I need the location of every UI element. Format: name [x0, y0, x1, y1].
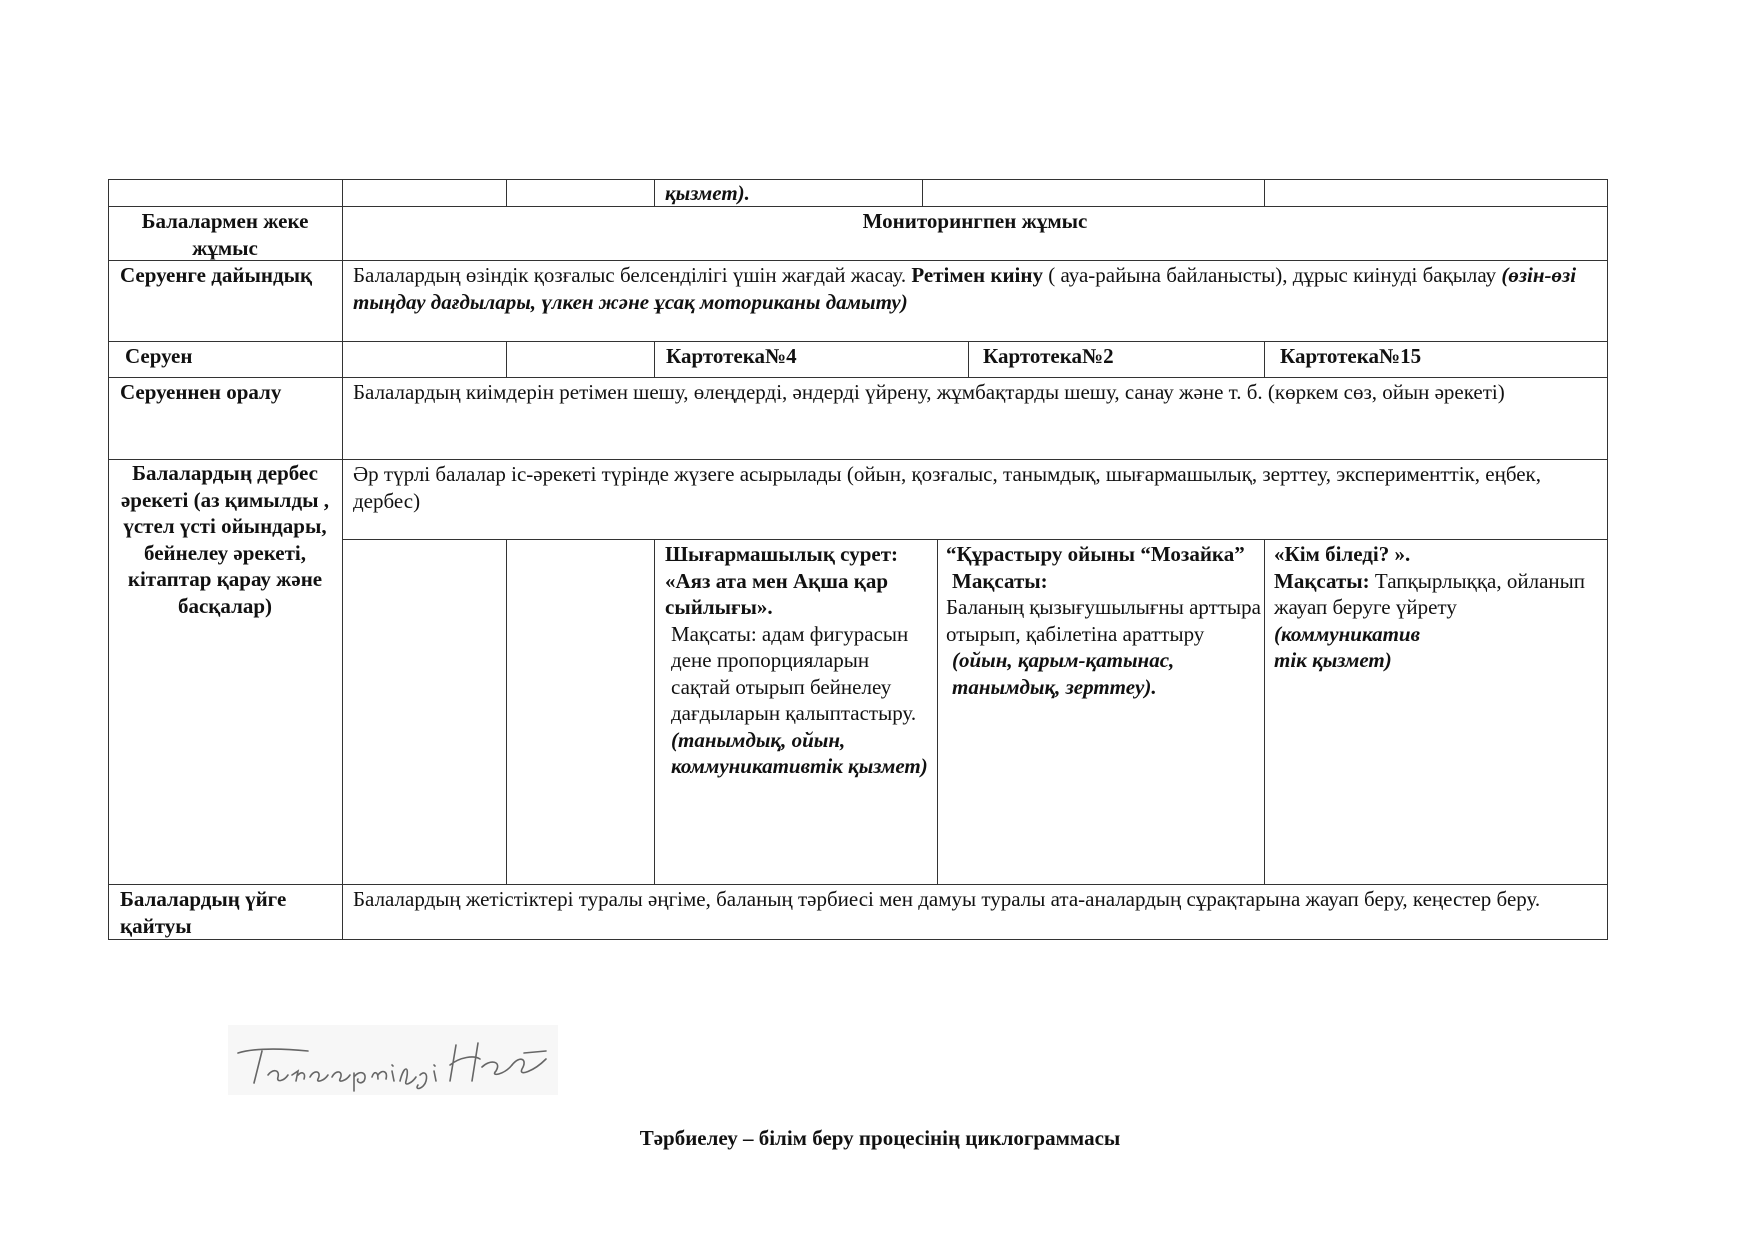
signature-image [228, 1025, 558, 1095]
who-knows-goal-text: Тапқырлыққа, ойланып жауап беруге үйрету [1274, 568, 1585, 619]
who-knows-activity-types: (коммуникатив тік қызмет) [1274, 621, 1420, 672]
document-title: Тәрбиелеу – білім беру процесінің циклограммасы [639, 1126, 1121, 1150]
drawing-goal: Мақсаты: адам фигурасын дене пропорцияларын сақтай отырып бейнелеу дағдыларын қалыптастыру. [671, 621, 917, 725]
going-home-text: Балалардың жетістіктері туралы әңгіме, баланың тәрбиесі мен дамуы туралы ата-аналардың сұрақтарына жауап беру, кеңестер беру. [353, 887, 1541, 911]
return-from-walk-text: Балалардың киімдерін ретімен шешу, өлеңдерді, әндерді үйрену, жұмбақтарды шешу, санау және т. б. (көркем сөз, ойын әрекеті) [353, 380, 1505, 404]
table-border [108, 377, 1608, 378]
prep-text-1: Балалардың өзіндік қозғалыс белсенділігі үшін жағдай жасау. [353, 263, 907, 287]
table-border [108, 884, 1608, 885]
walk-card-2: Картотека№2 [983, 344, 1114, 368]
mosaic-title: “Құрастыру ойыны “Мозайка” [946, 542, 1245, 566]
row-label-going-home: Балалардың үйге қайтуы [120, 887, 287, 938]
table-border [1607, 179, 1608, 940]
table-border [1264, 539, 1265, 884]
table-border [108, 179, 109, 940]
row-label-independent-activity: Балалардың дербес әрекеті (аз қимылды , үстел үсті ойындары, бейнелеу әрекеті, кітаптар қарау және басқалар) [120, 461, 329, 618]
table-border [506, 539, 507, 884]
table-border [922, 179, 923, 206]
monitoring-work: Мониторингпен жұмыс [862, 209, 1088, 233]
table-border [108, 341, 1608, 342]
who-knows-title: «Кім біледі? ». [1274, 542, 1411, 566]
walk-card-4: Картотека№4 [666, 344, 797, 368]
mosaic-goal: Баланың қызығушылығны арттыра отырып, қабілетіна араттыру [946, 595, 1261, 646]
prep-bold-dressing: Ретімен киіну [911, 263, 1043, 287]
drawing-title: Шығармашылық сурет: «Аяз ата мен Ақша қар сыйлығы». [665, 542, 899, 619]
table-border [654, 179, 655, 206]
walk-preparation-text [353, 262, 1603, 315]
independent-activity-text: Әр түрлі балалар іс-әрекеті түрінде жүзеге асырылады (ойын, қозғалыс, танымдық, шығармашылық, зерттеу, эксперименттік, еңбек, дербес) [353, 462, 1542, 513]
row-label-walk-preparation: Серуенге дайындық [120, 263, 313, 287]
who-knows-goal-label: Мақсаты: [1274, 568, 1370, 593]
table-border [506, 341, 507, 377]
drawing-activity-types: (танымдық, ойын, коммуникативтік қызмет) [671, 727, 928, 778]
row0-cell-text: қызмет). [665, 181, 750, 205]
table-border [654, 341, 655, 377]
activity-drawing [665, 541, 933, 780]
table-border [968, 341, 969, 377]
table-border [1264, 341, 1265, 377]
table-border [342, 539, 1608, 540]
prep-text-2: ( ауа-райына байланысты), дұрыс киінуді бақылау [1048, 263, 1497, 287]
prep-skills: (өзін-өзі тыңдау дағдылары, үлкен және ұсақ моториканы дамыту) [353, 263, 1577, 314]
row-label-return-from-walk: Серуеннен оралу [120, 380, 282, 404]
handwritten-signature [228, 1025, 558, 1095]
who-knows-goal [1274, 568, 1604, 621]
activity-mosaic [946, 541, 1261, 700]
table-border [1264, 179, 1265, 206]
activity-who-knows [1274, 541, 1604, 674]
table-border [342, 179, 343, 940]
table-border [937, 539, 938, 884]
table-border [506, 179, 507, 206]
table-border [654, 539, 655, 884]
row-label-individual-work: Балалармен жеке жұмыс [141, 209, 309, 260]
walk-card-15: Картотека№15 [1280, 344, 1422, 368]
mosaic-activity-types: (ойын, қарым-қатынас, танымдық, зерттеу). [952, 648, 1175, 699]
mosaic-goal-label: Мақсаты: [952, 568, 1048, 593]
table-border [108, 939, 1608, 940]
row-label-walk: Серуен [125, 344, 193, 368]
